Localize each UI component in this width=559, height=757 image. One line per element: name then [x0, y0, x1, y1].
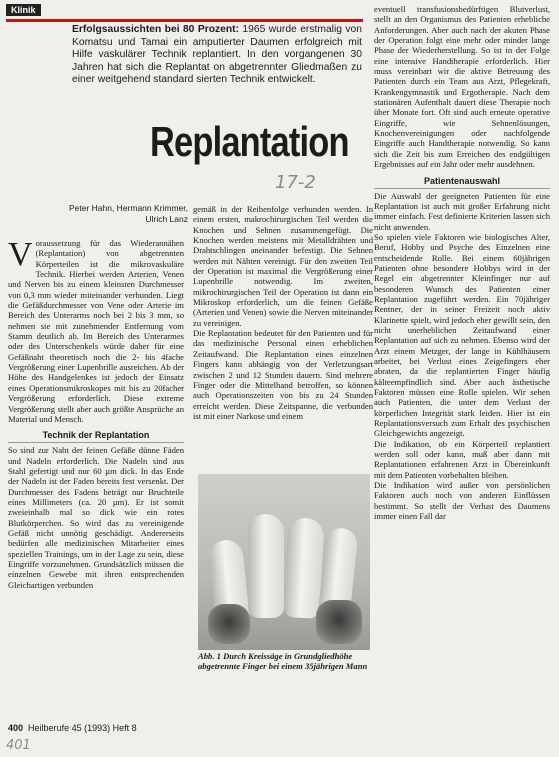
lead-paragraph	[72, 24, 362, 87]
authors-line-1: Peter Hahn, Hermann Krimmer,	[68, 203, 188, 213]
subhead-patientenauswahl: Patientenauswahl	[374, 174, 550, 189]
figure-caption: Abb. 1 Durch Kreissäge in Grundgliedhöhe abgetrennte Finger bei einem 35jährigen Mann	[198, 651, 368, 672]
right-paragraph-3: So spielen viele Faktoren wie biologisches Alter, Beruf, Hobby und Psyche des Einzelnen eine entscheidende Rolle. Bei einem 60jährigen Patienten ohne besondere Hobbys wird in der Regel ein abgetrennter Kleinfinger nur auf besonderen Wunsch des Patienten einer Replantation zugeführt werden. Ein 70jähriger Rentner, der in seiner Freizeit noch aktiv Klarinette spielt, wird jedoch eher gewillt sein, den nicht unerheblichen Zeitaufwand einer Replantation auf sich zu nehmen. Ebenso wird der Arzt einem Metzger, der lange in Kühlhäusern arbeitet, bei Verlust eines Zeigefingers eher abraten, da die replantierten Finger häufig kälteempfindlich sind. Aber auch ästhetische Faktoren müssen eine Rolle spielen. Wir sehen auch Patienten, die unter dem Verlust der körperlichen Integrität stark leiden. Hier ist ein Replantationsversuch zum Erhalt des psychischen Gleichgewichts angezeigt.	[374, 231, 550, 439]
authors-line-2: Ulrich Lanz	[145, 213, 188, 224]
dropcap: V	[8, 236, 33, 273]
section-rule	[6, 19, 363, 22]
technik-paragraph: So sind zur Naht der feinen Gefäße dünne Fäden und Nadeln erforderlich. Die Nadeln sind aus Stahl gefertigt und nur 60 µm dick. In das Ende der Nadeln ist der Faden bereits fest versenkt. Der Durchmesser des Fadens beträgt nur Bruchteile eines Millimeters (ca. 20 µm). Er ist somit zweieinhalb mal so dick wie ein rotes Blutkörperchen. So wird das zu vereinigende Gefäß nicht unnötig geschädigt. Andererseits bedürfen alle medizinischen Mitarbeiter eines speziellen Trainings, um in der Lage zu sein, diese Eingriffe vorzunehmen. Grundsätzlich müssen die einzelnen Gewebe mit ihren entsprechenden Gleichartigen verbunden	[8, 445, 184, 590]
middle-paragraph-2: Die Replantation bedeutet für den Patienten und für das medizinische Personal einen erheblichen Zeitaufwand. Die Replantation eines einzelnen Fingers kann abhängig von der Verletzungsart zwischen 2 und 12 Stunden dauern. Sind mehrere Finger oder die Mittelhand betroffen, so können auch Operationszeiten von bis zu 24 Stunden erreicht werden. Diese Zeitspanne, die verbunden ist mit einer Narkose und einem	[193, 328, 373, 421]
lead-text: 1965 wurde erstmalig von Komatsu und Tamai ein amputierter Daumen erfolgreich mit Hilfe vaskulärer Technik replantiert. In den vorgangenen 30 Jahren hat sich die Replantat on abgetrennter Gliedmaßen zu einer weitgehend standard sierten Technik entwickelt.	[72, 24, 362, 86]
page-title: Replantation	[150, 118, 349, 165]
stump-2	[316, 600, 362, 644]
right-paragraph-5: Die Indikation wird außer von persönlichen Faktoren auch noch von anderen Einflüssen bestimmt. So stellt der Verlust des Daumens immer einen Fall dar	[374, 480, 550, 522]
journal-reference: Heilberufe 45 (1993) Heft 8	[28, 723, 137, 733]
right-paragraph-1: eventuell transfusionsbedürftigen Blutverlust, stellt an den Organismus des Patienten erhebliche Anforderungen. Aber auch nach der akuten Phase der Operation folgt eine mehr oder minder lange Phase der Wiederherstellung. So ist in der Folge eine intensive Handtherapie erforderlich. Hier muss vereinbart wir die aktive Betreuung des Patienten durch ein Team aus Arzt, Pflegekraft, Krankengymnastik und Ergotherapie. Nach dem stationären Aufenthalt dauert diese Therapie noch über Monate fort. Oft sind auch erneute operative Eingriffe, wie Sehnenlösungen, Knochenvereinigungen oder nachfolgende Eingriffe auch Handtherapie notwendig. So kann sich die Zeit bis zum Erreichen des endgültigen Ergebnisses auf ein Jahr oder mehr ausdehnen.	[374, 4, 550, 170]
page-footer	[8, 723, 137, 733]
intro-paragraph	[8, 238, 184, 424]
section-tag: Klinik	[6, 4, 41, 16]
page-number: 400	[8, 723, 24, 733]
right-paragraph-2: Die Auswahl der geeigneten Patienten für eine Replantation ist auch mit großer Erfahrung nicht immer einfach. Fest definierte Kriterien lassen sich nicht anwenden.	[374, 190, 550, 232]
right-paragraph-4: Die Indikation, ob ein Körperteil replantiert werden soll oder kann, muß aber dann mit Replantationen erfahrenen Arzt in Übereinkunft mit dem Patienten vorbehalten bleiben.	[374, 438, 550, 480]
finger-2	[248, 514, 284, 618]
column-left	[8, 238, 184, 590]
column-right	[374, 4, 550, 522]
lead-bold: Erfolgsaussichten bei 80 Prozent:	[72, 24, 240, 35]
middle-paragraph-1: gemäß in der Reihenfolge verbunden werden. In einem ersten, makrochirurgischen Teil werden die Knochen und Sehnen zusammengefügt. Die Knochen werden meistens mit Metalldrähten und Drahtschlingen aneinander befestigt. Die Sehnen werden mit Nähten vereinigt. Für den zweiten Teil der Operation ist maximal die Vergrößerung einer Lupenbrille notwendig. Im zweiten, mikrochirurgischen Teil der Operation ist dann ein Mikroskop erforderlich, um die feinen Gefäße (Arterien und Venen) sowie die Nerven miteinander zu vereinigen.	[193, 204, 373, 328]
subhead-technik: Technik der Replantation	[8, 428, 184, 443]
figure-photo	[198, 474, 370, 650]
intro-text: oraussetzung für das Wiederannähen (Replantation) von abgetrennten Körperteilen ist die mikrovaskuläre Technik. Hierbei werden Arterien, Venen und Nerven bis zu einem kleinsten Durchmesser von 0,3 mm wieder miteinander verbunden. Liegt die Gefäßdurchmesser von Vene oder Arterie im Bereich des Unterarms noch bei 2 bis 3 mm, so nehmen sie mit zunehmender Entfernung vom Stamm deutlich ab. Im Bereich des Unterarmes oder des Unterschenkels würde daher für eine Gefäßnaht theoretisch noch die 2- bis 4fache Vergrößerung einer Lupenbrille ausreichen. Ab der Höhe des Handgelenkes ist jedoch der Einsatz eines Operationsmikroskopes mit bis zu 20facher Vergrößerung erforderlich. Diese extreme Vergrößerung stellt aber auch größte Ansprüche an Material und Mensch.	[8, 238, 184, 424]
authors	[8, 203, 188, 224]
stump-1	[208, 604, 250, 644]
handwritten-note: 17-2	[275, 172, 316, 193]
handwritten-page-number: 401	[6, 738, 31, 753]
column-middle	[193, 204, 373, 421]
